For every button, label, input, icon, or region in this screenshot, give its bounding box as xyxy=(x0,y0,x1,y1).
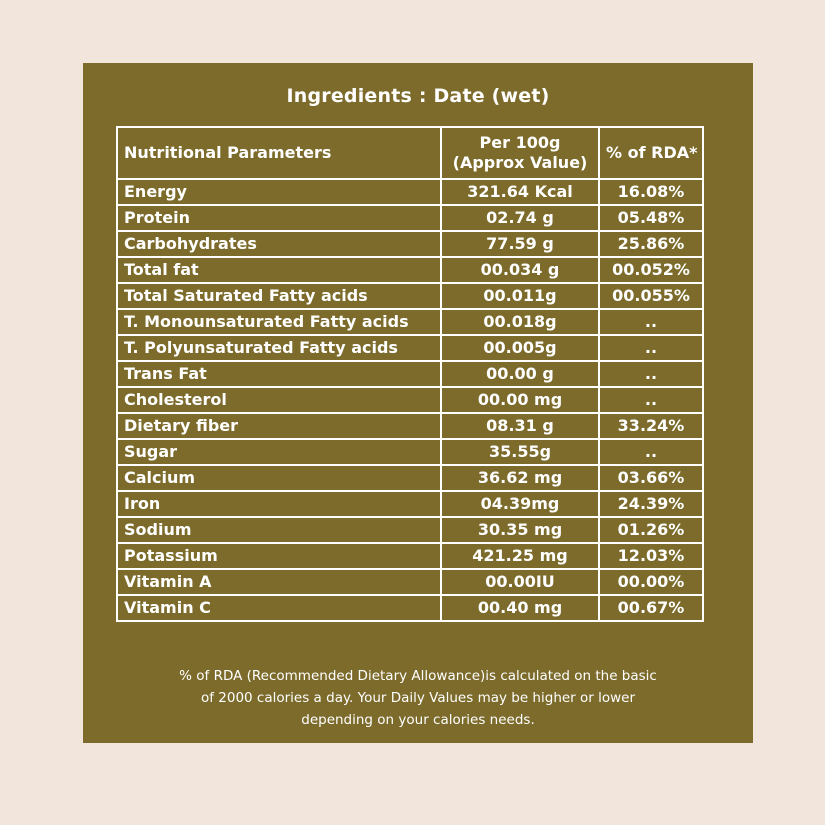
nutrient-rda: 01.26% xyxy=(599,517,703,543)
nutrient-name: Protein xyxy=(117,205,441,231)
nutrient-name: Total Saturated Fatty acids xyxy=(117,283,441,309)
table-row xyxy=(117,387,703,413)
nutrient-rda: 24.39% xyxy=(599,491,703,517)
table-row xyxy=(117,569,703,595)
header-nutritional-parameters: Nutritional Parameters xyxy=(117,127,441,179)
nutrient-name: Cholesterol xyxy=(117,387,441,413)
table-row xyxy=(117,231,703,257)
nutrient-value: 36.62 mg xyxy=(441,465,599,491)
table-row xyxy=(117,205,703,231)
nutrient-name: Energy xyxy=(117,179,441,205)
nutrient-rda: 00.00% xyxy=(599,569,703,595)
table-body xyxy=(117,179,703,621)
nutrient-rda: 33.24% xyxy=(599,413,703,439)
nutrient-name: Vitamin A xyxy=(117,569,441,595)
nutrient-value: 321.64 Kcal xyxy=(441,179,599,205)
table-row xyxy=(117,439,703,465)
nutrient-name: T. Monounsaturated Fatty acids xyxy=(117,309,441,335)
table-row xyxy=(117,361,703,387)
nutrient-value: 00.00 g xyxy=(441,361,599,387)
table-row xyxy=(117,491,703,517)
nutrient-rda: 03.66% xyxy=(599,465,703,491)
table-row xyxy=(117,543,703,569)
nutrient-rda: .. xyxy=(599,335,703,361)
nutrient-rda: 12.03% xyxy=(599,543,703,569)
table-row xyxy=(117,309,703,335)
footnote-line-3: depending on your calories needs. xyxy=(301,712,535,728)
nutrient-rda: 05.48% xyxy=(599,205,703,231)
nutrient-name: Potassium xyxy=(117,543,441,569)
nutrient-rda: 25.86% xyxy=(599,231,703,257)
nutrient-name: Calcium xyxy=(117,465,441,491)
nutrient-rda: .. xyxy=(599,309,703,335)
nutrient-value: 04.39mg xyxy=(441,491,599,517)
nutrient-name: Vitamin C xyxy=(117,595,441,621)
nutrient-rda: .. xyxy=(599,439,703,465)
table-row xyxy=(117,257,703,283)
footnote-line-1: % of RDA (Recommended Dietary Allowance)is calculated on the basic xyxy=(179,668,657,684)
nutrient-value: 02.74 g xyxy=(441,205,599,231)
nutrient-value: 00.034 g xyxy=(441,257,599,283)
header-per-100g-line1: Per 100g xyxy=(479,133,561,152)
nutrient-rda: 00.052% xyxy=(599,257,703,283)
nutrition-table xyxy=(116,126,704,622)
nutrient-value: 00.011g xyxy=(441,283,599,309)
nutrient-rda: 00.055% xyxy=(599,283,703,309)
header-rda: % of RDA* xyxy=(599,127,703,179)
nutrient-rda: 00.67% xyxy=(599,595,703,621)
nutrient-name: Sugar xyxy=(117,439,441,465)
nutrient-name: Iron xyxy=(117,491,441,517)
nutrient-name: Dietary fiber xyxy=(117,413,441,439)
nutrient-value: 00.00 mg xyxy=(441,387,599,413)
table-row xyxy=(117,517,703,543)
rda-footnote xyxy=(103,665,733,731)
nutrient-rda: .. xyxy=(599,361,703,387)
nutrient-value: 77.59 g xyxy=(441,231,599,257)
table-header-row xyxy=(117,127,703,179)
nutrient-name: T. Polyunsaturated Fatty acids xyxy=(117,335,441,361)
nutrient-rda: 16.08% xyxy=(599,179,703,205)
table-row xyxy=(117,179,703,205)
footnote-line-2: of 2000 calories a day. Your Daily Values may be higher or lower xyxy=(200,690,636,706)
table-row xyxy=(117,283,703,309)
nutrition-card xyxy=(83,63,753,743)
nutrient-value: 421.25 mg xyxy=(441,543,599,569)
table-row xyxy=(117,413,703,439)
nutrient-rda: .. xyxy=(599,387,703,413)
nutrient-value: 35.55g xyxy=(441,439,599,465)
table-row xyxy=(117,335,703,361)
nutrient-name: Sodium xyxy=(117,517,441,543)
nutrient-value: 00.005g xyxy=(441,335,599,361)
card-title: Ingredients : Date (wet) xyxy=(286,85,550,107)
header-per-100g xyxy=(441,127,599,179)
nutrient-name: Trans Fat xyxy=(117,361,441,387)
table-row xyxy=(117,465,703,491)
table-row xyxy=(117,595,703,621)
nutrient-value: 00.40 mg xyxy=(441,595,599,621)
nutrient-value: 00.018g xyxy=(441,309,599,335)
nutrient-value: 30.35 mg xyxy=(441,517,599,543)
nutrient-name: Total fat xyxy=(117,257,441,283)
header-per-100g-line2: (Approx Value) xyxy=(452,153,588,172)
nutrient-name: Carbohydrates xyxy=(117,231,441,257)
nutrient-value: 00.00IU xyxy=(441,569,599,595)
nutrient-value: 08.31 g xyxy=(441,413,599,439)
